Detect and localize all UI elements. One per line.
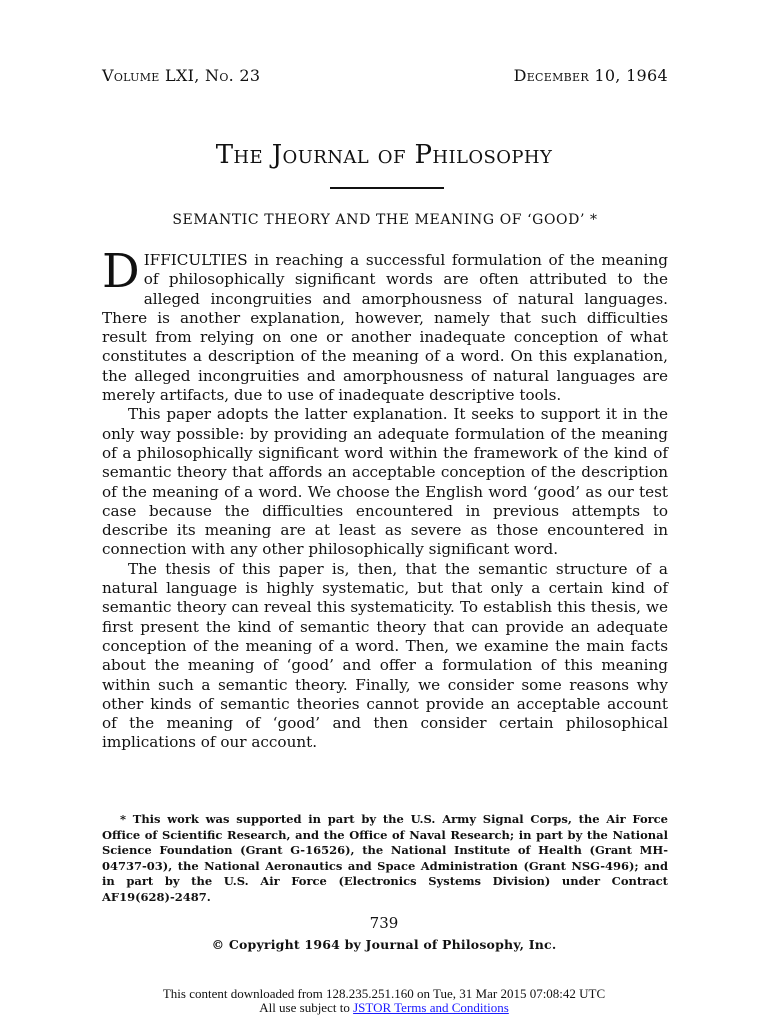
paragraph-3: The thesis of this paper is, then, that the semantic structure of a natural language is highly systematic, but that only a certain kind of semantic theory can reveal this systematicity. To establish this thesis, we first present the kind of semantic theory that can provide an adequate conception of the meaning of a word. Then, we examine the main facts about the meaning of ‘good’ and offer a formulation of this meaning within such a semantic theory. Finally, we consider some reasons why other kinds of semantic theories cannot provide an acceptable account of the meaning of ‘good’ and then consider certain philosophical implications of our account. [102, 559, 668, 752]
opening-word: IFFICULTIES [143, 251, 248, 269]
terms-line [0, 1001, 768, 1015]
drop-cap: D [102, 244, 140, 299]
volume-issue: Volume LXI, No. 23 [102, 66, 261, 85]
download-line: This content downloaded from 128.235.251.160 on Tue, 31 Mar 2015 07:08:42 UTC [162, 986, 606, 1001]
copyright-notice: © Copyright 1964 by Journal of Philosophy, Inc. [211, 937, 557, 952]
issue-date: December 10, 1964 [513, 66, 668, 85]
paragraph-2: This paper adopts the latter explanation. It seeks to support it in the only way possible: by providing an adequate formulation of the meaning of a philosophically significant word within the framework of the kind of semantic theory that affords an acceptable conception of the description of the meaning of a word. We choose the English word ‘good’ as our test case because the difficulties encountered in previous attempts to describe its meaning are at least as severe as those encountered in connection with any other philosophically significant word. [102, 405, 668, 559]
running-header [102, 66, 668, 85]
article-title: SEMANTIC THEORY AND THE MEANING OF ‘GOOD’ * [172, 212, 598, 228]
page-number: 739 [369, 914, 399, 932]
title-divider [330, 187, 444, 189]
paragraph-1 [102, 244, 668, 405]
journal-title: The Journal of Philosophy [215, 140, 553, 170]
terms-prefix: All use subject to [259, 1000, 354, 1015]
footnote: * This work was supported in part by the U.S. Army Signal Corps, the Air Force Office of Scientific Research, and the Office of Naval Research; in part by the National Science Foundation (Grant G-16526), the National Institute of Health (Grant MH-04737-03), the National Aeronautics and Space Administration (Grant NSG-496); and in part by the U.S. Air Force (Electronics Systems Division) under Contract AF19(628)-2487. [102, 812, 668, 904]
paragraph-1-text: in reaching a successful formulation of the meaning of philosophically significant words are often attributed to the alleged incongruities and amorphousness of natural languages. There is another explanation, however, namely that such difficulties result from relying on one or another inadequate conception of what constitutes a description of the meaning of a word. On this explanation, the alleged incongruities and amorphousness of natural languages are merely artifacts, due to use of inadequate descriptive tools. [102, 251, 668, 405]
article-body [102, 244, 668, 753]
jstor-terms-link[interactable]: JSTOR Terms and Conditions [353, 1000, 509, 1015]
download-notice [0, 987, 768, 1015]
